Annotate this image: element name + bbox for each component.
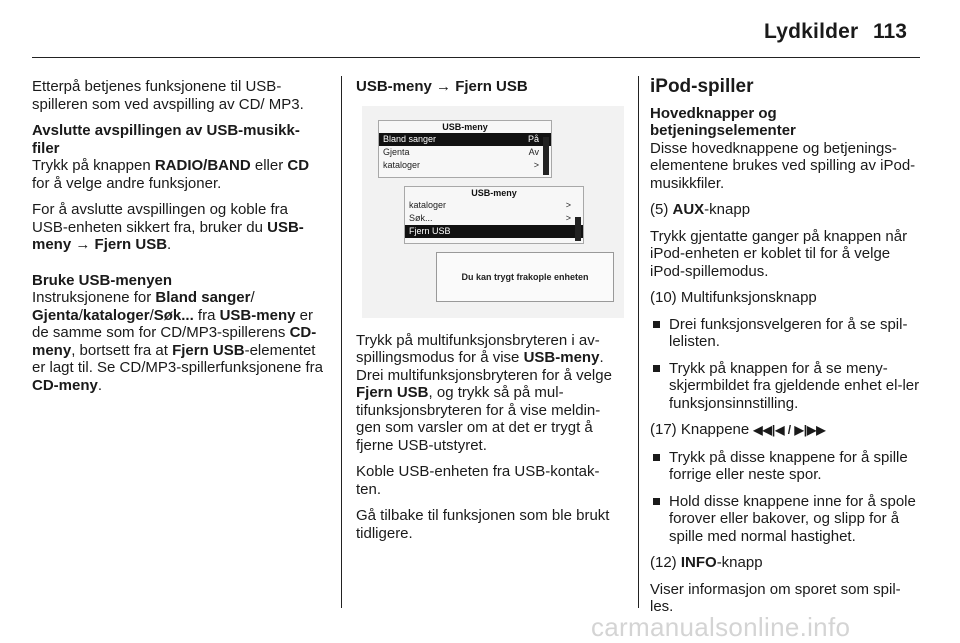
header-title: Lydkilder [764,20,859,43]
bullet-icon [653,454,660,461]
paragraph-remove-usb: Trykk på multifunksjonsbryteren i av-spillingsmodus for å vise USB-meny. Drei multifunksjonsbryteren for å velge Fjern USB, og trykk så på mul-tifunksjonsbryteren for å vise meldin-gen som varsler om at det er trygt å fjerne USB-utstyret. [356,331,612,454]
paragraph-disconnect: Koble USB-enheten fra USB-kontak-ten. [356,463,600,498]
list-item: Hold disse knappene inne for å spole forover eller bakover, og slipp for å spille med normal hastighet. [650,493,922,546]
screen-title: USB-meny [442,121,488,132]
usb-menu-screen-2 [404,186,584,244]
bullet-icon [653,321,660,328]
bullet-icon [653,365,660,372]
paragraph-safe-remove: For å avslutte avspillingen og koble fra USB-enheten sikkert fra, bruker du USB-meny → Fjern USB. [32,201,304,253]
watermark: carmanualsonline.info [591,612,851,642]
paragraph-controls-intro: Disse hovedknappene og betjenings-elementene brukes ved spilling av iPod-musikkfiler. [650,139,916,192]
usb-menu-screen-1 [378,120,552,178]
section-heading-usb-menu: Bruke USB-menyen [32,271,173,289]
header-divider [32,57,920,58]
label-aux-button: (5) AUX-knapp [650,201,751,218]
menu-row-remove-usb: Fjern USB [405,225,583,238]
screen-title: USB-meny [471,187,517,198]
paragraph-usb-menu: Instruksjonene for Bland sanger/ Gjenta/kataloger/Søk... fra USB-meny er de samme som for CD/MP3-spillerens CD-meny, bortsett fra at Fjern USB-elementet er lagt til. Se CD/MP3-spillerfunksjonene fra CD-meny. [32,289,323,394]
figure-heading: USB-meny → Fjern USB [356,78,528,95]
label-info-button: (12) INFO-knapp [650,554,763,571]
list-item: Trykk på disse knappene for å spille forrige eller neste spor. [650,449,922,484]
usb-menu-illustration [362,106,624,318]
paragraph-stop-instructions: Trykk på knappen RADIO/BAND eller CD for å velge andre funksjoner. [32,157,310,192]
paragraph-aux: Trykk gjentatte ganger på knappen når iPod-enheten er koblet til for å velge iPod-spillemodus. [650,227,908,280]
safe-remove-message: Du kan trygt frakople enheten [436,252,614,302]
menu-row-repeat: Gjenta Av [383,146,539,157]
column-1 [32,78,327,403]
paragraph-return: Gå tilbake til funksjonen som ble brukt tidligere. [356,507,610,542]
column-divider-1 [341,76,342,608]
bullet-icon [653,498,660,505]
scrollbar [543,137,549,175]
skip-buttons-icon: ◀◀|◀ / ▶|▶▶ [753,423,826,437]
menu-row-folders: kataloger > [409,199,571,210]
paragraph-intro: Etterpå betjenes funksjonene til USB-spilleren som ved avspilling av CD/ MP3. [32,78,304,113]
subheading-controls: Hovedknapper og betjeningselementer [650,104,796,139]
section-heading-stop: Avslutte avspillingen av USB-musikk-filer [32,122,300,157]
list-item: Drei funksjonsvelgeren for å se spil-lelisten. [650,316,922,351]
column-divider-2 [638,76,639,608]
menu-row-shuffle: Bland sanger På [379,133,551,146]
list-item: Trykk på knappen for å se meny-skjermbildet fra gjeldende enhet el-ler funksjonsinnstilling. [650,360,922,413]
column-3 [650,78,922,625]
paragraph-info: Viser informasjon om sporet som spil-les. [650,580,901,615]
column-2 [356,78,624,551]
menu-row-folders: kataloger > [383,159,539,170]
menu-row-search: Søk... > [409,212,571,223]
scrollbar [575,217,581,241]
page-number: 113 [873,20,907,43]
label-multifunction-knob: (10) Multifunksjonsknapp [650,289,817,306]
section-heading-ipod: iPod-spiller [650,76,754,97]
label-skip-buttons: (17) Knappene ◀◀|◀ / ▶|▶▶ [650,421,826,438]
